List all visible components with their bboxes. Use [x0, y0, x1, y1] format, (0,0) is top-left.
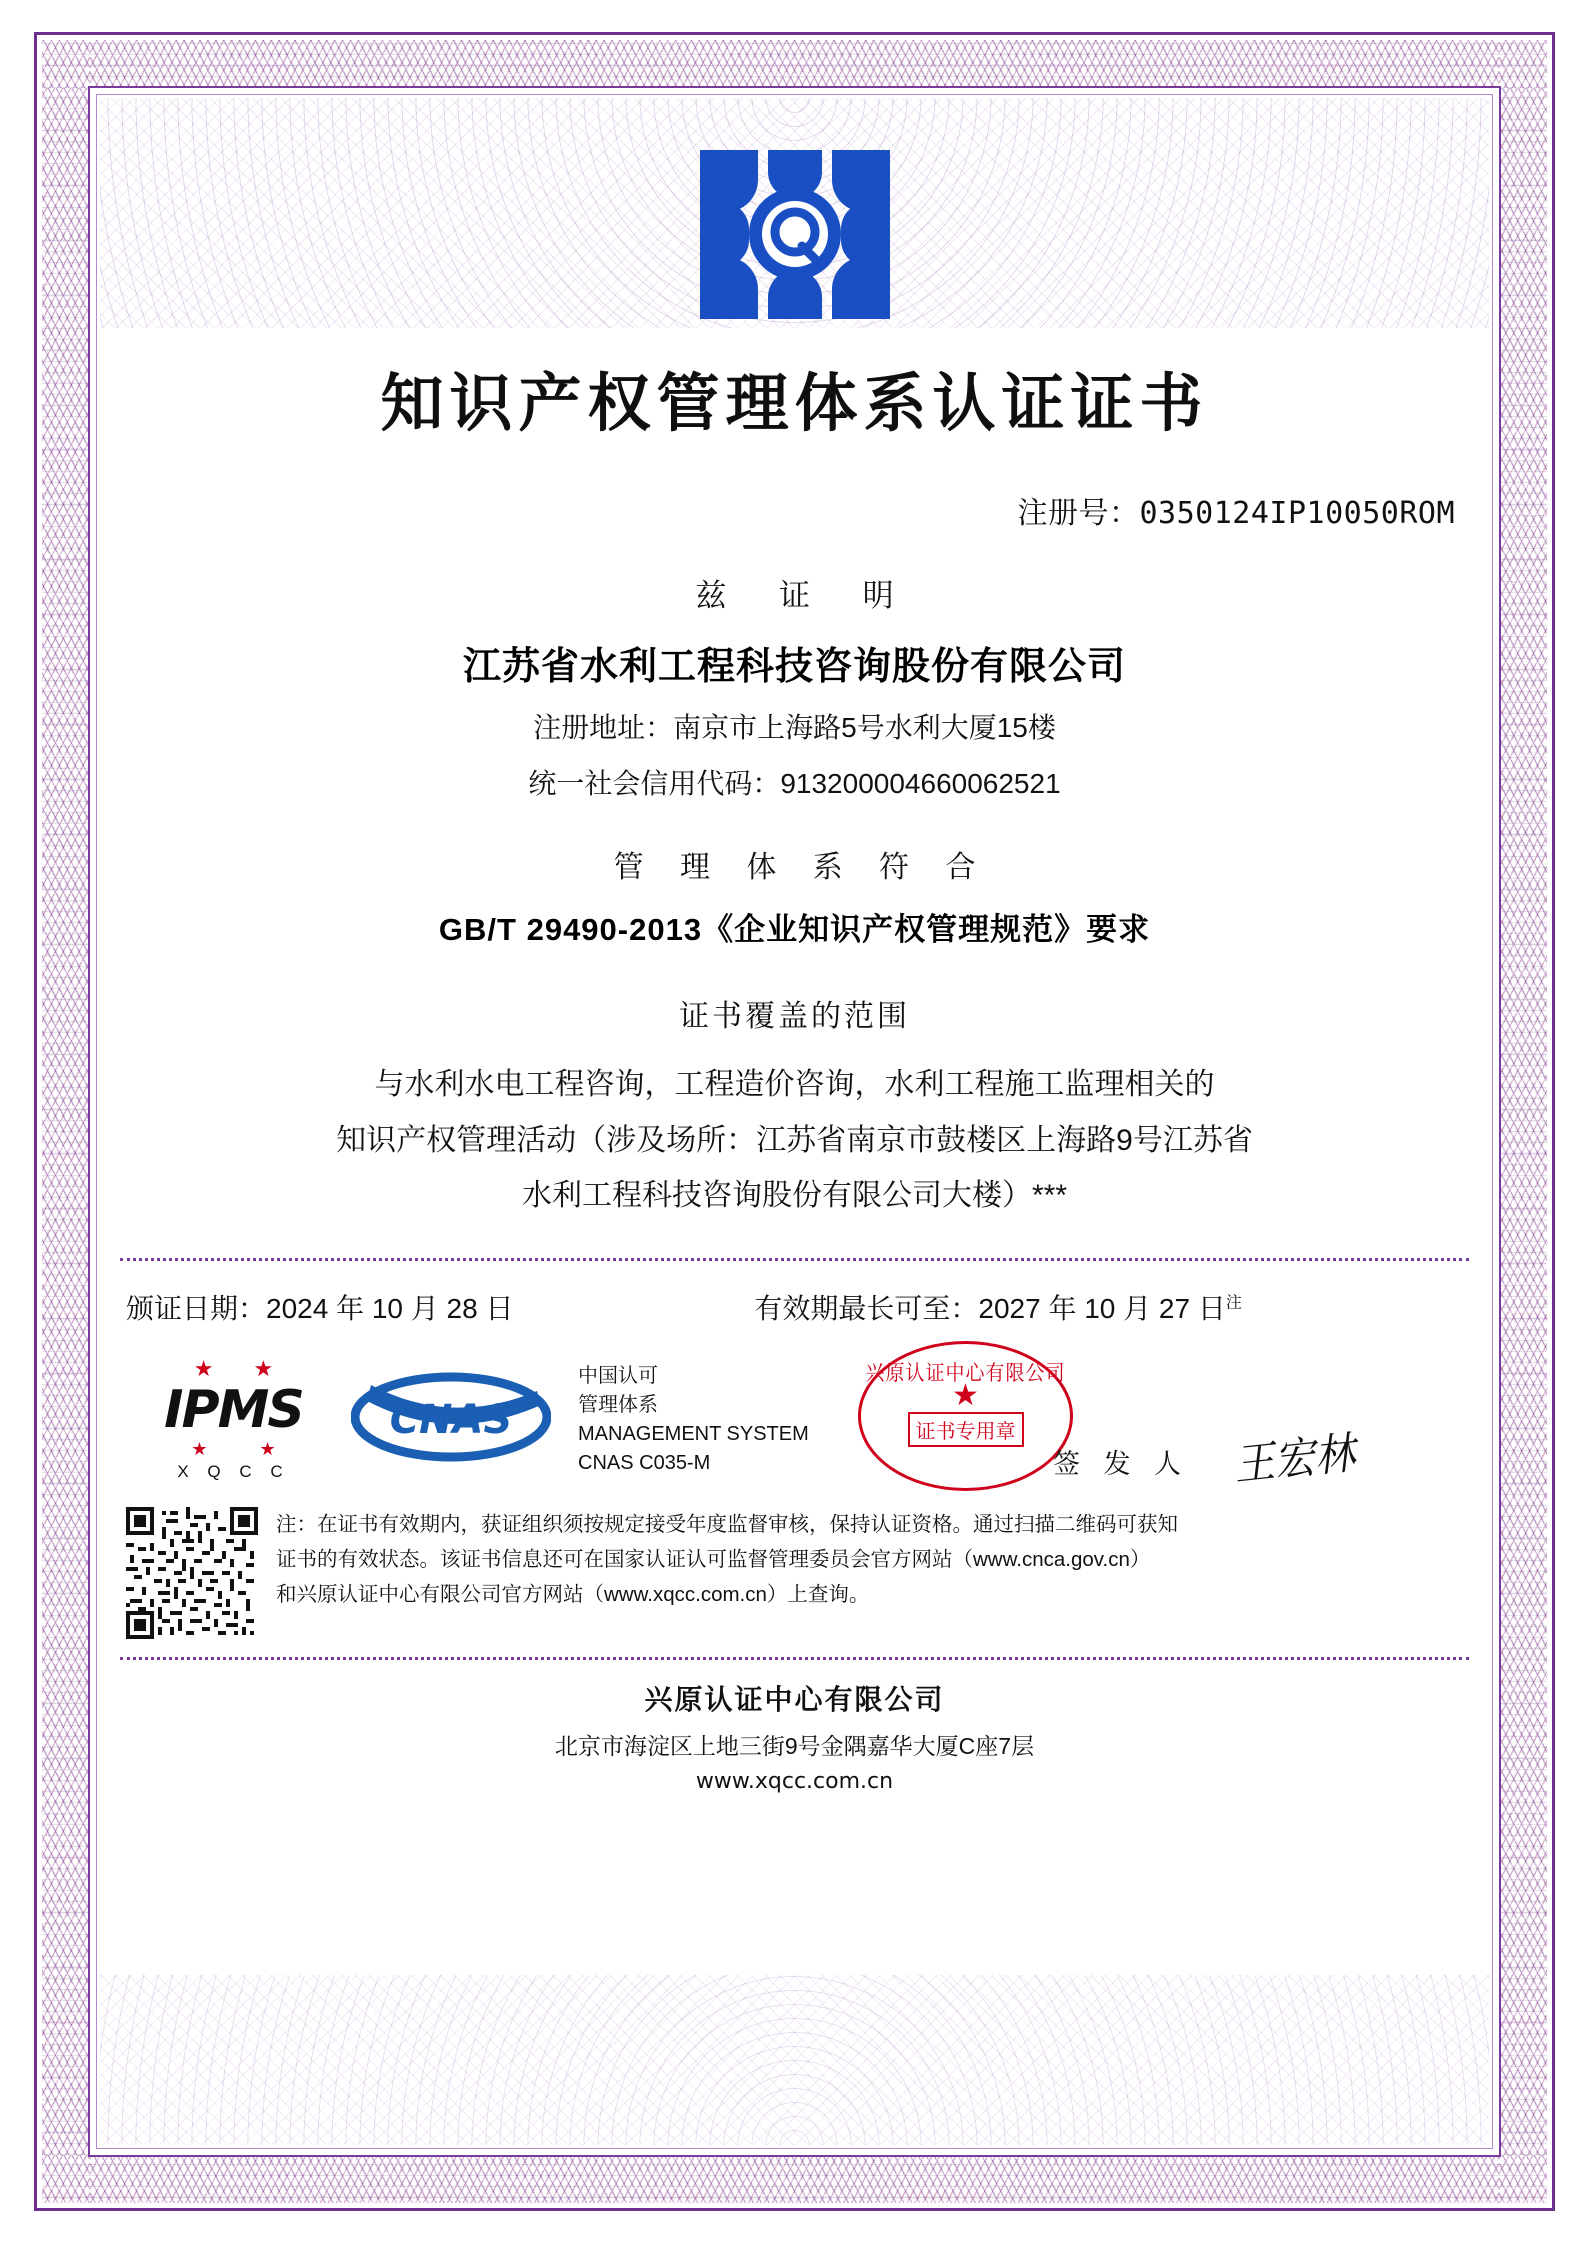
svg-text:CNAS: CNAS — [389, 1397, 513, 1443]
scope-body — [120, 1057, 1469, 1224]
issue-date: 颁证日期：2024 年 10 月 28 日 — [126, 1292, 514, 1324]
registration-value: 0350124IP10050ROM — [1139, 496, 1455, 531]
cnas-line-1: 中国认可 — [578, 1364, 658, 1387]
footer-website[interactable]: www.xqcc.com.cn — [695, 1768, 894, 1794]
standard-reference: GB/T 29490-2013《企业知识产权管理规范》要求 — [438, 912, 1151, 947]
registration-number — [120, 488, 1469, 532]
ipms-wordmark: IPMS — [164, 1379, 303, 1440]
note-line-2: 证书的有效状态。该证书信息还可在国家认证认可监督管理委员会官方网站（www.cnca.gov.cn） — [276, 1547, 1151, 1571]
company-name: 江苏省水利工程科技咨询股份有限公司 — [462, 646, 1126, 688]
xqcc-emblem-icon — [690, 142, 900, 327]
expiry-date-text: 有效期最长可至：2027 年 10 月 27 日 — [754, 1292, 1226, 1324]
seal-and-signature — [828, 1345, 1463, 1495]
divider-bottom — [120, 1657, 1469, 1660]
ipms-logo — [126, 1355, 341, 1482]
page-title: 知识产权管理体系认证证书 — [380, 367, 1209, 440]
certify-label: 兹 证 明 — [695, 578, 916, 613]
seal-top-text: 兴原认证中心有限公司 — [865, 1361, 1066, 1385]
scope-line-2: 知识产权管理活动（涉及场所：江苏省南京市鼓楼区上海路9号江苏省 — [336, 1123, 1253, 1157]
qr-code-icon[interactable] — [126, 1507, 258, 1639]
note-text — [276, 1507, 1178, 1613]
seal-bottom-text: 证书专用章 — [908, 1412, 1024, 1447]
expiry-note-marker: 注 — [1225, 1294, 1242, 1312]
scope-label: 证书覆盖的范围 — [679, 1000, 910, 1033]
cnas-logo — [341, 1371, 566, 1468]
registered-address: 注册地址：南京市上海路5号水利大厦15楼 — [533, 712, 1056, 743]
divider-top — [120, 1258, 1469, 1261]
conformity-label: 管 理 体 系 符 合 — [613, 851, 990, 884]
footer-address: 北京市海淀区上地三街9号金隅嘉华大厦C座7层 — [554, 1732, 1035, 1759]
official-seal — [858, 1341, 1073, 1491]
expiry-date — [754, 1287, 1463, 1327]
cnas-line-3: MANAGEMENT SYSTEM — [578, 1422, 809, 1445]
footer — [120, 1678, 1469, 1794]
marks-row — [120, 1345, 1469, 1495]
cnas-accreditation-text — [566, 1362, 828, 1478]
cnas-line-2: 管理体系 — [578, 1393, 658, 1416]
cnas-mark-icon — [351, 1371, 551, 1463]
certificate-content — [120, 120, 1469, 2123]
registration-label: 注册号： — [1017, 496, 1140, 531]
footer-organization: 兴原认证中心有限公司 — [644, 1683, 945, 1715]
ipms-subtext: X Q C C — [177, 1461, 290, 1481]
ipms-stars-bottom: ★★ — [191, 1438, 328, 1459]
scope-line-3: 水利工程科技咨询股份有限公司大楼）*** — [521, 1179, 1068, 1212]
seal-star-icon: ★ — [952, 1378, 979, 1412]
note-line-1: 注：在证书有效期内，获证组织须按规定接受年度监督审核，保持认证资格。通过扫描二维码可获知 — [276, 1512, 1178, 1536]
signer-label: 签 发 人 — [1053, 1448, 1190, 1479]
cnas-line-4: CNAS C035-M — [578, 1451, 711, 1474]
note-line-3: 和兴原认证中心有限公司官方网站（www.xqcc.com.cn）上查询。 — [276, 1583, 870, 1606]
signature: 王宏林 — [1231, 1427, 1358, 1491]
note-row — [120, 1507, 1469, 1639]
scope-line-1: 与水利水电工程咨询，工程造价咨询，水利工程施工监理相关的 — [374, 1068, 1215, 1101]
dates-row — [120, 1287, 1469, 1327]
xqcc-logo — [120, 142, 1469, 327]
credit-code: 统一社会信用代码：913200004660062521 — [528, 768, 1061, 799]
ipms-stars: ★★ — [193, 1355, 314, 1381]
